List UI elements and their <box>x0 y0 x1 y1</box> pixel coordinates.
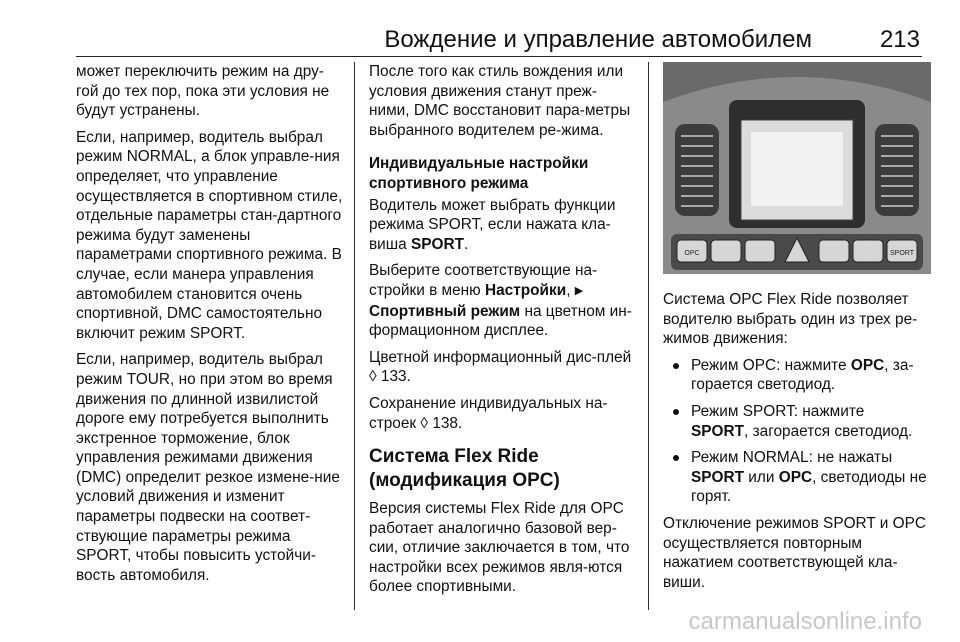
paragraph: Отключение режимов SPORT и OPC осуществляется повторным нажатием соответствующей кла-виши. <box>663 514 927 591</box>
section-heading: Индивидуальные настройки спортивного режима <box>369 155 589 192</box>
key-label: OPC <box>850 356 885 374</box>
arrow-icon: ▶ <box>574 284 584 297</box>
text-run: на цветном ин-формационном дисплее. <box>369 302 632 340</box>
key-label: SPORT <box>691 422 745 440</box>
list-item <box>663 402 931 441</box>
text-run: , за-горается светодиод. <box>691 356 914 394</box>
bullet-icon <box>673 455 679 461</box>
section-heading: Система Flex Ride (модификация OPC) <box>369 446 560 492</box>
text-run: Режим SPORT: нажмите <box>691 402 865 420</box>
mode-list <box>663 356 931 507</box>
paragraph: Версия системы Flex Ride для OPC работает аналогично базовой вер-сии, отличие заключается в том, что настройки всех режимов явля-ются более спортивными. <box>369 500 630 596</box>
menu-label: Спортивный режим <box>369 302 521 320</box>
paragraph: Цветной информационный дис-плей ◊ 133. <box>369 348 632 386</box>
page-title: Вождение и управление автомобилем <box>384 26 812 53</box>
bullet-icon <box>673 409 679 415</box>
watermark: carmanualsonline.info <box>688 608 922 635</box>
menu-label: Настройки <box>484 281 567 299</box>
column-right <box>663 62 931 599</box>
text-run: , <box>566 281 575 299</box>
list-item <box>663 448 931 507</box>
text-run: или <box>744 468 779 486</box>
key-label: SPORT <box>410 235 464 253</box>
paragraph <box>369 261 637 340</box>
paragraph: Система OPC Flex Ride позволяет водителю выбрать один из трех ре-жимов движения: <box>663 291 918 348</box>
paragraph <box>369 196 637 255</box>
text-run: Выберите соответствующие на-стройки в меню <box>369 262 598 299</box>
text-run: Водитель может выбрать функции режима SPORT, если нажата кла-виша <box>369 196 616 253</box>
sport-button-label: SPORT <box>890 250 914 257</box>
column-left <box>76 62 346 592</box>
page-header <box>76 24 922 57</box>
dashboard-photo <box>663 62 931 274</box>
page-number: 213 <box>879 26 920 53</box>
opc-button-label: OPC <box>684 250 700 257</box>
paragraph: может переключить режим на дру-гой до тех пор, пока эти условия не будут устранены. <box>76 63 330 120</box>
paragraph: После того как стиль вождения или условия движения станут преж-ними, DMC восстановит пара-метры выбранного водителем ре-жима. <box>369 63 631 139</box>
paragraph: Если, например, водитель выбрал режим NORMAL, а блок управле-ния определяет, что управление осуществляется в спортивном стиле, отдельные параметры стан-дартного режима будут заменены параметрами спортивного режима. В случае, если манера управления автомобилем становится очень спортивной, DMC самостоятельно включит режим SPORT. <box>76 128 343 342</box>
text-run: , светодиоды не горят. <box>691 468 927 506</box>
list-item <box>663 356 931 395</box>
text-run: Режим OPC: нажмите <box>691 356 851 374</box>
paragraph: Сохранение индивидуальных на-строек ◊ 138. <box>369 394 608 432</box>
key-label: SPORT <box>691 468 745 486</box>
text-run: Режим NORMAL: не нажаты <box>691 449 893 467</box>
column-divider <box>354 62 355 610</box>
key-label: OPC <box>778 468 813 486</box>
paragraph: Если, например, водитель выбрал режим TOUR, но при этом во время движения по длинной извилистой дороге ему потребуется выполнить экстренное торможение, блок управления режимами движения (DMC) определит резкое измене-ние условий движения и изменит параметры подвески на соответ-ствующие параметры режима SPORT, чтобы повысить устойчи-вость автомобиля. <box>76 351 340 584</box>
text-run: . <box>464 235 469 253</box>
column-divider <box>648 62 649 610</box>
bullet-icon <box>673 363 679 369</box>
dashboard-illustration <box>663 62 931 274</box>
column-middle <box>369 62 637 604</box>
text-run: , загорается светодиод. <box>744 422 913 440</box>
